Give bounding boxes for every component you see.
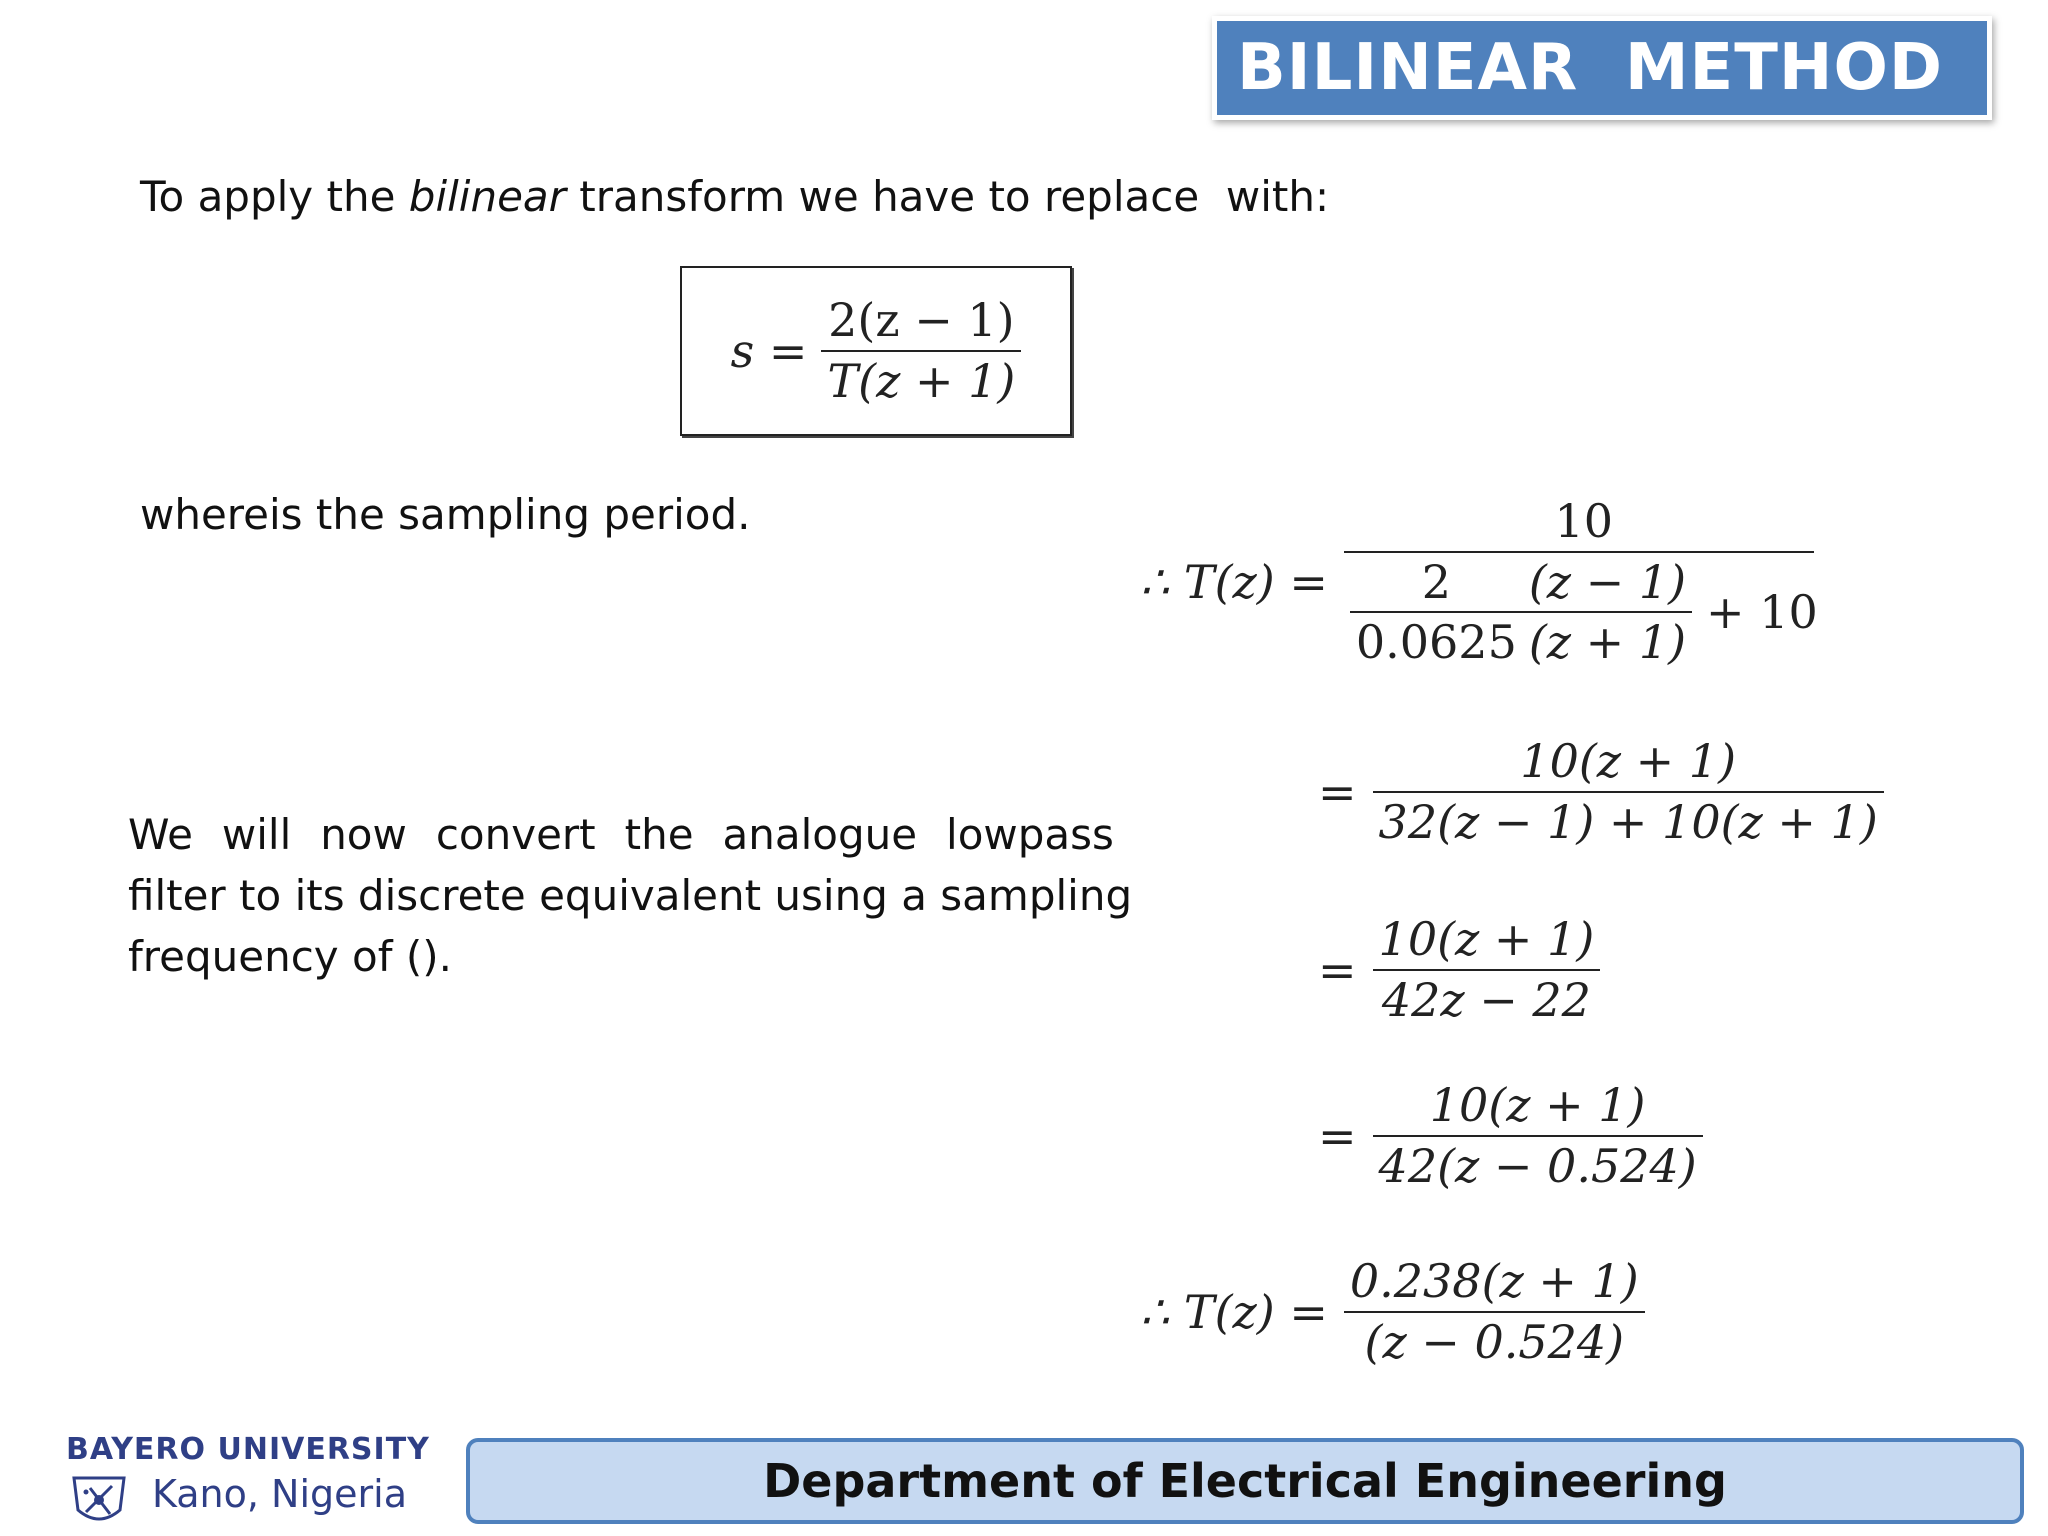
eq1-fraction — [1344, 496, 1824, 668]
logo-location: Kano, Nigeria — [152, 1472, 407, 1516]
slide-title-box — [1212, 16, 1992, 120]
fraction-bar — [1373, 1135, 1703, 1137]
department-name: Department of Electrical Engineering — [763, 1454, 1727, 1508]
equation-4 — [1318, 1080, 1703, 1191]
paragraph-word: now — [320, 810, 407, 859]
formula-numerator: 2(z − 1) — [828, 293, 1015, 348]
eq4-numerator: 10(z + 1) — [1429, 1078, 1646, 1132]
eq4-equals: = — [1318, 1108, 1357, 1163]
eq1-inner-num-a: 2 — [1421, 554, 1451, 609]
paragraph-word: lowpass — [946, 810, 1114, 859]
fraction-bar — [1350, 611, 1523, 613]
fraction-bar — [1373, 969, 1601, 971]
paragraph-word: We — [128, 810, 193, 859]
bilinear-formula-box — [680, 266, 1072, 436]
eq5-denominator: (z − 0.524) — [1364, 1314, 1625, 1369]
eq1-inner-num-b: (z − 1) — [1528, 554, 1687, 609]
equation-1 — [1140, 496, 1824, 668]
fraction-bar — [1523, 611, 1692, 613]
eq4-fraction — [1373, 1080, 1703, 1191]
logo-university-name: BAYERO UNIVERSITY — [66, 1432, 430, 1467]
paragraph-line-3: frequency of (). — [128, 932, 452, 981]
eq1-plus-term: + 10 — [1706, 584, 1818, 639]
paragraph-line-2: filter to its discrete equivalent using a sampling — [128, 871, 1133, 920]
eq3-denominator: 42z − 22 — [1381, 972, 1591, 1027]
formula-lhs: s = — [730, 324, 808, 378]
eq1-lhs: ∴ T(z) = — [1140, 554, 1328, 609]
eq1-numerator: 10 — [1554, 494, 1614, 548]
university-logo — [62, 1432, 452, 1532]
fraction-bar — [1344, 551, 1814, 553]
formula-fraction — [821, 295, 1021, 406]
eq5-numerator: 0.238(z + 1) — [1349, 1254, 1639, 1308]
eq3-equals: = — [1318, 942, 1357, 997]
eq1-inner-fraction-a — [1350, 554, 1523, 670]
paragraph-word: convert — [435, 810, 596, 859]
crest-icon — [68, 1470, 130, 1530]
equation-5 — [1140, 1256, 1645, 1367]
eq3-fraction — [1373, 914, 1601, 1025]
formula-denominator: T(z + 1) — [827, 354, 1016, 408]
sampling-note: whereis the sampling period. — [140, 490, 751, 539]
paragraph-word: analogue — [722, 810, 918, 859]
eq2-fraction — [1373, 736, 1884, 847]
eq4-denominator: 42(z − 0.524) — [1378, 1138, 1697, 1193]
equation-3 — [1318, 914, 1600, 1025]
eq1-inner-den-a: 0.0625 — [1355, 615, 1517, 670]
eq3-numerator: 10(z + 1) — [1378, 912, 1595, 966]
eq2-numerator: 10(z + 1) — [1520, 734, 1737, 788]
paragraph-line-1 — [128, 804, 1114, 865]
fraction-bar — [821, 350, 1021, 352]
footer-banner — [466, 1438, 2024, 1524]
eq2-equals: = — [1318, 764, 1357, 819]
intro-text — [140, 172, 1329, 221]
eq5-fraction — [1344, 1256, 1645, 1367]
eq1-inner-fraction-b — [1523, 554, 1692, 670]
fraction-bar — [1344, 1311, 1645, 1313]
slide-title: BILINEAR METHOD — [1237, 31, 1943, 105]
intro-before: To apply the — [140, 172, 409, 221]
fraction-bar — [1373, 791, 1884, 793]
equation-2 — [1318, 736, 1884, 847]
conversion-paragraph — [128, 804, 1133, 987]
paragraph-word: will — [221, 810, 292, 859]
intro-italic: bilinear — [408, 172, 566, 221]
eq1-inner-den-b: (z + 1) — [1528, 615, 1687, 670]
paragraph-word: the — [624, 810, 694, 859]
eq2-denominator: 32(z − 1) + 10(z + 1) — [1378, 794, 1878, 849]
intro-after: transform we have to replace with: — [565, 172, 1330, 221]
eq1-denominator — [1344, 554, 1824, 670]
eq5-lhs: ∴ T(z) = — [1140, 1284, 1328, 1339]
